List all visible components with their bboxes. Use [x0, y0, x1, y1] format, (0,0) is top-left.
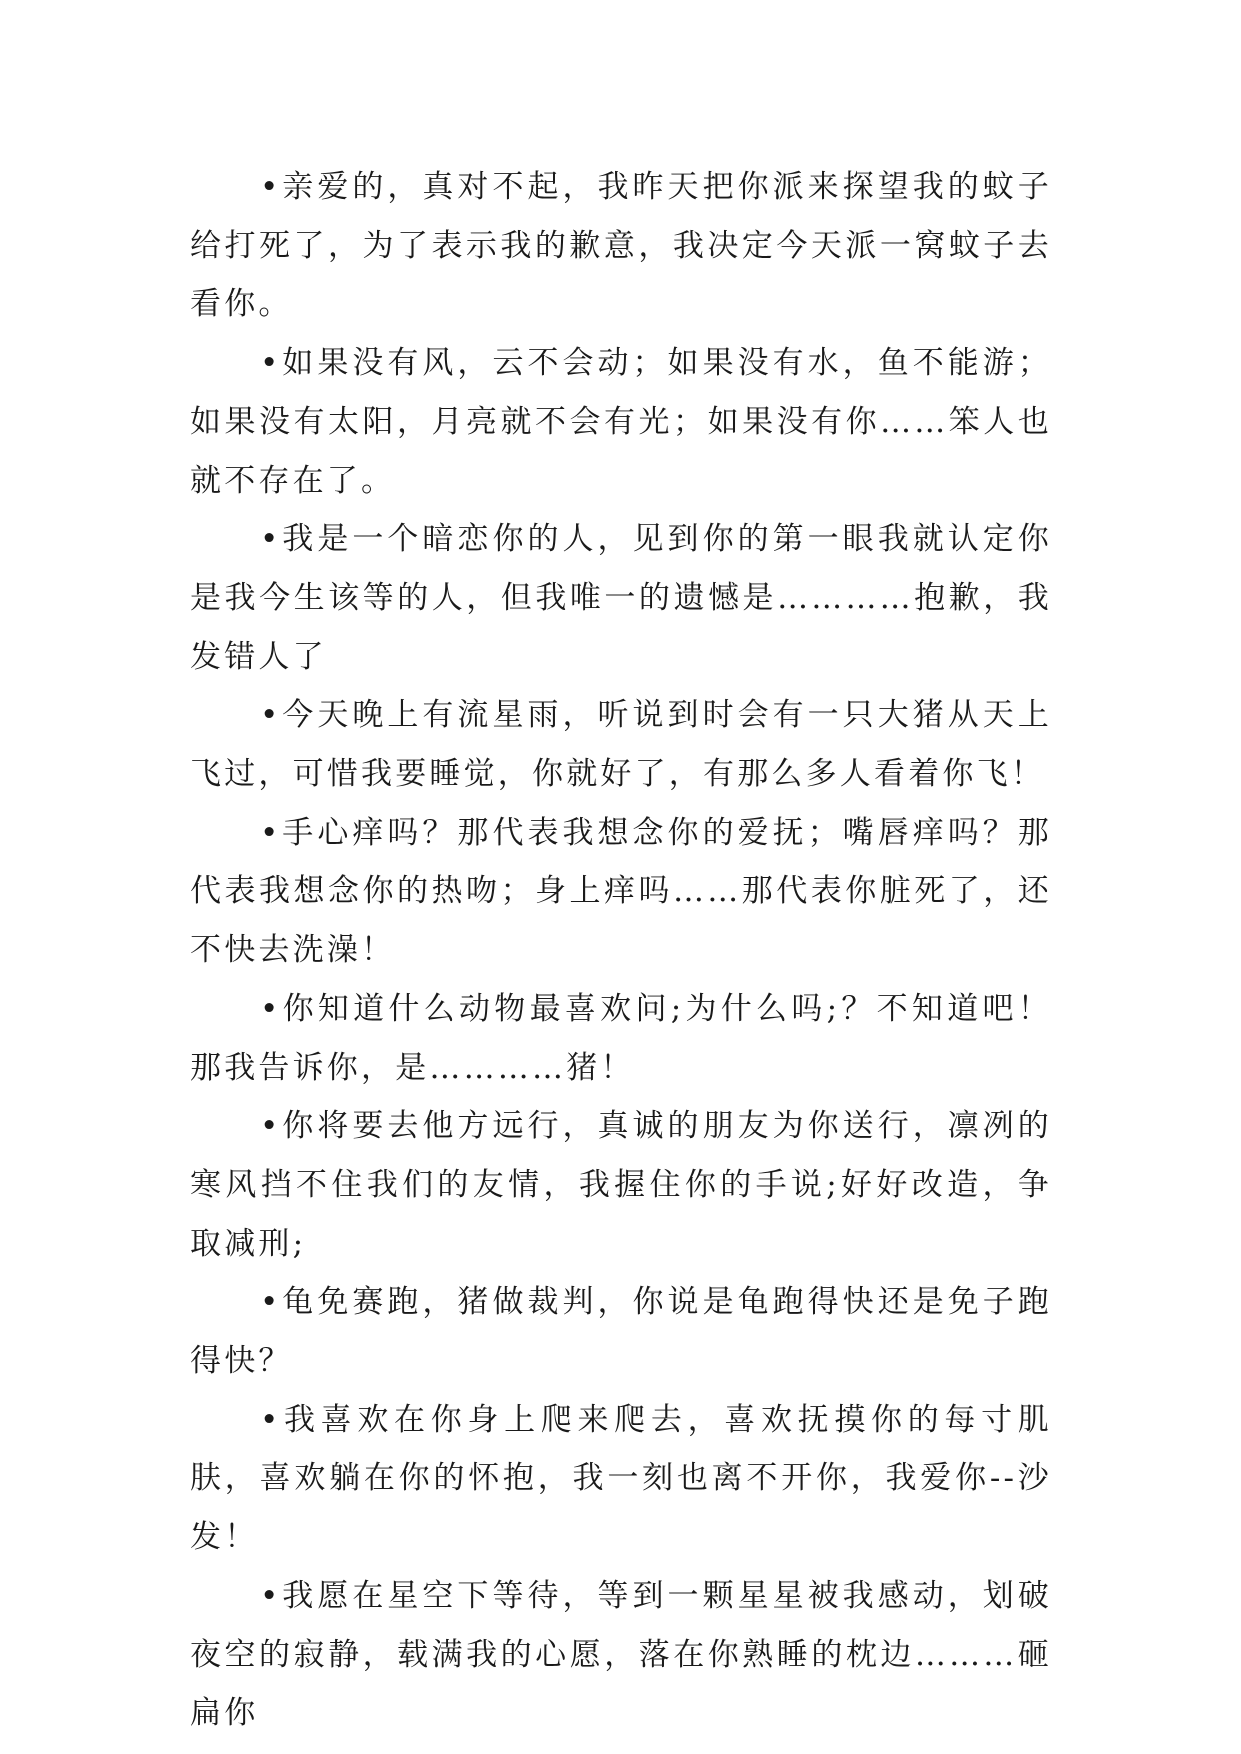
- paragraph-9: •我喜欢在你身上爬来爬去，喜欢抚摸你的每寸肌肤，喜欢躺在你的怀抱，我一刻也离不开你，我爱你--沙发！: [190, 1401, 1052, 1556]
- paragraph-3: •我是一个暗恋你的人，见到你的第一眼我就认定你是我今生该等的人，但我唯一的遗憾是…………抱歉，我发错人了: [190, 521, 1052, 675]
- paragraph-8: •龟免赛跑，猪做裁判，你说是龟跑得快还是免子跑得快？: [190, 1284, 1052, 1380]
- paragraph-7: •你将要去他方远行，真诚的朋友为你送行，凛冽的寒风挡不住我们的友情，我握住你的手说;好好改造，争取减刑;: [190, 1108, 1052, 1262]
- paragraph-1: •亲爱的，真对不起，我昨天把你派来探望我的蚊子给打死了，为了表示我的歉意，我决定今天派一窝蚊子去看你。: [190, 169, 1052, 323]
- paragraph-4: •今天晚上有流星雨，听说到时会有一只大猪从天上飞过，可惜我要睡觉，你就好了，有那么多人看着你飞！: [190, 697, 1052, 793]
- paragraph-5: •手心痒吗？那代表我想念你的爱抚；嘴唇痒吗？那代表我想念你的热吻；身上痒吗……那代表你脏死了，还不快去洗澡！: [190, 814, 1052, 969]
- paragraph-10: •我愿在星空下等待，等到一颗星星被我感动，划破夜空的寂静，载满我的心愿，落在你熟睡的枕边………砸扁你: [190, 1577, 1052, 1732]
- paragraph-2: •如果没有风，云不会动；如果没有水，鱼不能游；如果没有太阳，月亮就不会有光；如果没有你……笨人也就不存在了。: [190, 345, 1052, 499]
- paragraph-6: •你知道什么动物最喜欢问;为什么吗;？不知道吧！那我告诉你，是…………猪！: [190, 990, 1052, 1086]
- document-body: [190, 158, 1052, 1743]
